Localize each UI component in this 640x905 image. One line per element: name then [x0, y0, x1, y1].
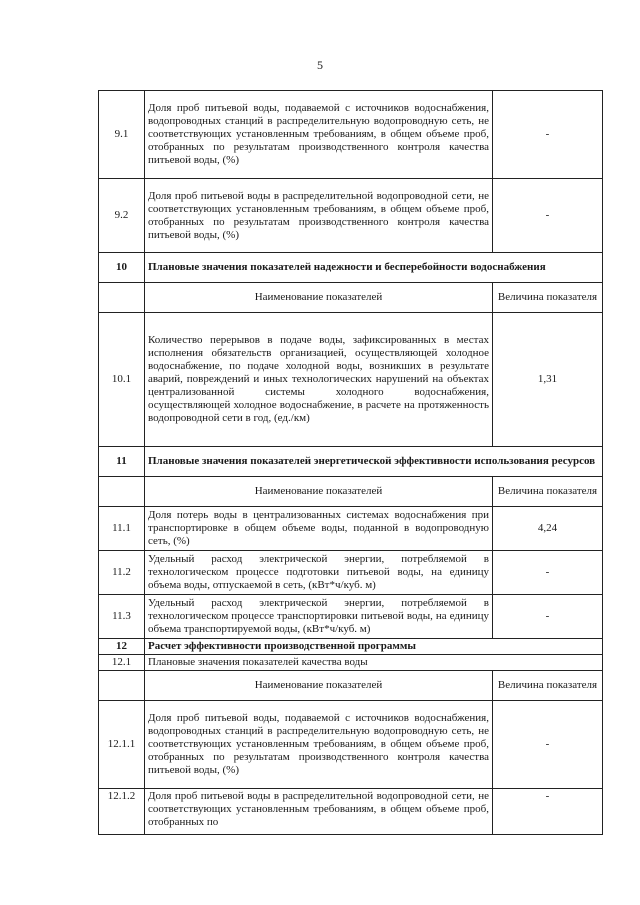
section-number: 12.1 — [99, 655, 145, 671]
section-title: Плановые значения показателей качества воды — [145, 655, 603, 671]
table-row — [99, 507, 603, 551]
indicator-value: - — [493, 701, 603, 789]
header-row — [99, 671, 603, 701]
column-header-name: Наименование показателей — [145, 283, 493, 313]
table-row — [99, 313, 603, 447]
indicator-name: Удельный расход электрической энергии, потребляемой в технологическом процессе подготовки питьевой воды, на единицу объема воды, отпускаемой в сеть, (кВт*ч/куб. м) — [145, 551, 493, 595]
row-number: 11.3 — [99, 595, 145, 639]
section-title: Плановые значения показателей энергетической эффективности использования ресурсов — [145, 447, 603, 477]
table-row — [99, 701, 603, 789]
indicator-name: Удельный расход электрической энергии, потребляемой в технологическом процессе транспортировки питьевой воды, на единицу объема транспортируемой воды, (кВт*ч/куб. м) — [145, 595, 493, 639]
header-row — [99, 477, 603, 507]
indicator-value: - — [493, 179, 603, 253]
section-row — [99, 253, 603, 283]
indicator-name: Доля потерь воды в централизованных системах водоснабжения при транспортировке в общем объеме воды, поданной в водопроводную сеть, (%) — [145, 507, 493, 551]
indicator-name: Доля проб питьевой воды, подаваемой с источников водоснабжения, водопроводных станций в распределительную водопроводную сеть, не соответствующих установленным требованиям, в общем объеме проб, отобранных по результатам производственного контроля качества питьевой воды, (%) — [145, 91, 493, 179]
section-number: 10 — [99, 253, 145, 283]
indicator-name: Доля проб питьевой воды в распределительной водопроводной сети, не соответствующих установленным требованиям, в общем объеме проб, отобранных по результатам производственного контроля качества питьевой воды, (%) — [145, 179, 493, 253]
indicators-table — [98, 90, 603, 835]
table-row — [99, 595, 603, 639]
indicator-value: - — [493, 551, 603, 595]
table-row — [99, 551, 603, 595]
header-row — [99, 283, 603, 313]
column-header-value: Величина показателя — [493, 477, 603, 507]
table-row — [99, 91, 603, 179]
row-number: 9.1 — [99, 91, 145, 179]
indicator-value: - — [493, 595, 603, 639]
indicator-name: Доля проб питьевой воды, подаваемой с источников водоснабжения, водопроводных станций в распределительную водопроводную сеть, не соответствующих установленным требованиям, в общем объеме проб, отобранных по результатам производственного контроля качества питьевой воды, (%) — [145, 701, 493, 789]
section-number: 12 — [99, 639, 145, 655]
row-number: 12.1.2 — [99, 789, 145, 835]
indicator-value: 4,24 — [493, 507, 603, 551]
row-number: 9.2 — [99, 179, 145, 253]
section-title: Расчет эффективности производственной программы — [145, 639, 603, 655]
indicator-name: Количество перерывов в подаче воды, зафиксированных в местах исполнения обязательств организацией, осуществляющей холодное водоснабжение, по подаче холодной воды, возникших в результате аварий, повреждений и иных технологических нарушений на объектах централизованной системы холодного водоснабжения, осуществляющей холодное водоснабжение, в расчете на протяженность водопроводной сети в год, (ед./км) — [145, 313, 493, 447]
section-row — [99, 447, 603, 477]
row-number: 12.1.1 — [99, 701, 145, 789]
section-row — [99, 639, 603, 655]
column-header-name: Наименование показателей — [145, 477, 493, 507]
indicator-value: - — [493, 91, 603, 179]
page-number: 5 — [317, 58, 323, 72]
indicator-name: Доля проб питьевой воды в распределительной водопроводной сети, не соответствующих установленным требованиям, в общем объеме проб, отобранных по — [145, 789, 493, 835]
table-row — [99, 179, 603, 253]
column-header-value: Величина показателя — [493, 283, 603, 313]
indicator-value: - — [493, 789, 603, 835]
section-number: 11 — [99, 447, 145, 477]
row-number: 11.2 — [99, 551, 145, 595]
row-number: 10.1 — [99, 313, 145, 447]
indicator-value: 1,31 — [493, 313, 603, 447]
row-number: 11.1 — [99, 507, 145, 551]
subsection-row — [99, 655, 603, 671]
table-row — [99, 789, 603, 835]
column-header-value: Величина показателя — [493, 671, 603, 701]
section-title: Плановые значения показателей надежности и бесперебойности водоснабжения — [145, 253, 603, 283]
column-header-name: Наименование показателей — [145, 671, 493, 701]
